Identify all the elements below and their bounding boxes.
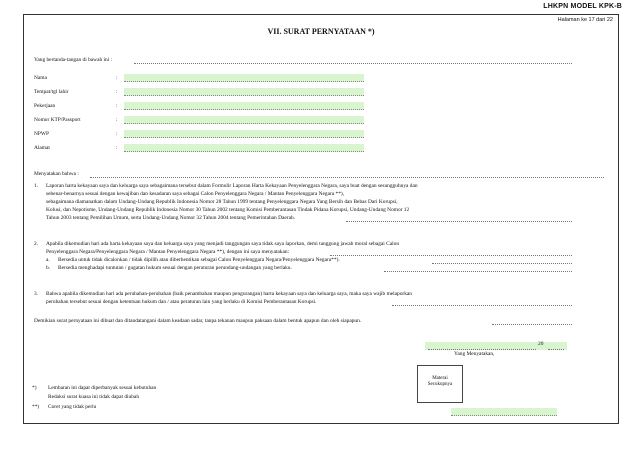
item-line: sebagaimana diamanatkan dalam Undang-Undang Republik Indonesia Nomor 28 Tahun 1999 tentang Penyelenggara Negara Yang Bersih dan Bebas Dari Korupsi, (46, 199, 398, 205)
identity-label: Alamat (34, 145, 50, 151)
identity-label: Nomor KTP/Passport (34, 117, 81, 123)
identity-colon: : (116, 75, 118, 81)
duty-stamp-box (417, 365, 463, 403)
form-model-label: LHKPN MODEL KPK-B (543, 3, 622, 10)
intro-text: Yang bertanda-tangan di bawah ini : (34, 57, 113, 63)
item-line: Bahwa apabila dikemudian hari ada perubahan-perubahan (baik penambahan maupun pengurangan) harta kekayaan saya dan keluarga saya, maka saya wajib melaporkan (46, 291, 413, 297)
date-year-suffix: 20 (538, 341, 544, 347)
note-text: Redaksi surat kuasa ini tidak dapat diubah (48, 394, 140, 400)
dotted-line (548, 349, 564, 350)
note-mark: **) (32, 404, 40, 410)
identity-label: Pekerjaan (34, 103, 56, 109)
dotted-line (90, 177, 604, 178)
dotted-line (134, 63, 572, 64)
stamp-line: Secukupnya (427, 382, 453, 387)
subitem-letter: a. (46, 257, 50, 263)
name-field[interactable] (124, 74, 364, 82)
dotted-line (492, 324, 572, 325)
page-title: VII. SURAT PERNYATAAN *) (267, 27, 375, 36)
item-line: Tahun 2003 tentang Pemilihan Umum, serta Undang-Undang Nomor 32 Tahun 2004 tentang Pemerintahan Daerah. (46, 215, 296, 221)
birth-place-date-field[interactable] (124, 88, 364, 96)
item-line: sebenar-benarnya sesuai dengan kewajiban dan kesadaran saya sebagai Calon Penyelenggara Negara / Mantan Penyelenggara Negara **), (46, 191, 345, 197)
declare-intro: Menyatakan bahwa : (34, 171, 79, 177)
identity-colon: : (116, 103, 118, 109)
item-line: Apabila dikemudian hari ada harta kekayaan saya dan keluarga saya yang menjadi tanggungan saya tidak saya laporkan, demi tanggung jawab moral sebagai Calon (46, 241, 400, 247)
identity-colon: : (116, 117, 118, 123)
occupation-field[interactable] (124, 102, 364, 110)
address-field[interactable] (124, 144, 364, 152)
page-number: Halaman ke 17 dari 22 (557, 17, 613, 23)
identity-label: NPWP (34, 131, 49, 137)
identity-label: Nama (34, 75, 47, 81)
item-number: 1. (34, 183, 39, 189)
item-number: 2. (34, 241, 39, 247)
identity-label: Tempat/tgl lahir (34, 89, 69, 95)
item-line: Kolusi, dan Nepotisme, Undang-Undang Republik Indonesia Nomor 30 Tahun 2002 tentang Komisi Pemberantasan Tindak Pidana Korupsi, Undang-Undang Nomor 12 (46, 207, 410, 213)
item-line: Laporan harta kekayaan saya dan keluarga saya sebagaimana tersebut dalam Formulir Laporan Harta Kekayaan Penyelenggara Negara, saya buat dengan sesungguhnya dan (46, 183, 418, 189)
note-mark: *) (32, 385, 37, 391)
dotted-line (346, 221, 572, 222)
dotted-line (432, 263, 572, 264)
subitem-text: Bersedia untuk tidak dicalonkan / tidak dipilih atau diberhentikan sebagai Calon Penyelenggara Negara/Penyelenggara Negara**). (58, 257, 340, 263)
item-number: 3. (34, 291, 39, 297)
note-text: Coret yang tidak perlu (48, 404, 97, 410)
item-line: perubahan tersebut sesuai dengan ketentuan hukum dan / atau peraturan lain yang berlaku di Komisi Pemberantasan Korupsi. (46, 299, 317, 305)
closing-statement: Demikian surat pernyataan ini dibuat dan ditandatangani dalam keadaan sadar, tanpa tekanan maupun paksaan dalam bentuk apapun dan oleh siapapun. (34, 318, 362, 324)
signer-label: Yang Menyatakan, (454, 351, 495, 357)
subitem-text: Bersedia menghadapi tuntutan / gugatan hukum sesuai dengan peraturan perundang-undangan yang berlaku. (58, 265, 292, 271)
dotted-line (428, 349, 536, 350)
dotted-line (384, 271, 572, 272)
stamp-line: Materai (432, 376, 448, 381)
note-text: Lembaran ini dapat diperbanyak sesuai kebutuhan (48, 385, 157, 391)
id-number-field[interactable] (124, 116, 364, 124)
identity-colon: : (116, 89, 118, 95)
item-line: Penyelenggara Negara/Penyelenggara Negara / Mantan Penyelenggara Negara **), dengan ini saya menyatakan: (46, 249, 290, 255)
statement-form (23, 14, 619, 424)
dotted-line (392, 305, 572, 306)
signature-name-field[interactable] (451, 408, 557, 416)
identity-colon: : (116, 131, 118, 137)
identity-colon: : (116, 145, 118, 151)
subitem-letter: b. (46, 265, 51, 271)
npwp-field[interactable] (124, 130, 364, 138)
dotted-line (330, 255, 572, 256)
